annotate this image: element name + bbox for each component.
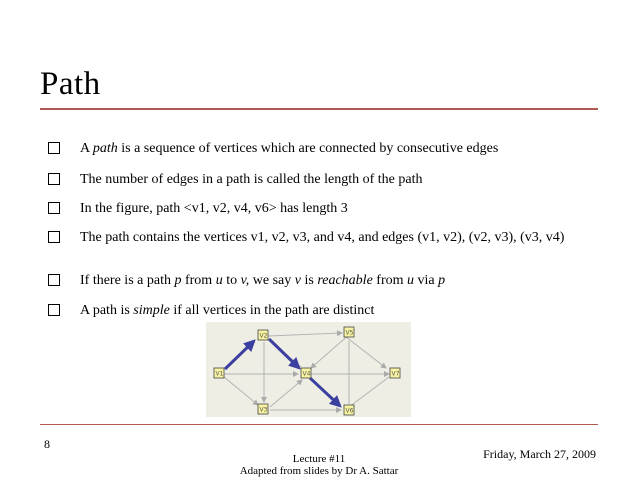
bullet-text bbox=[80, 140, 600, 157]
bullet-text bbox=[80, 200, 600, 217]
footer-credit: Adapted from slides by Dr A. Sattar bbox=[239, 465, 399, 477]
title-divider bbox=[40, 108, 598, 110]
italic-term: u bbox=[215, 273, 223, 288]
text-run: to bbox=[222, 273, 241, 288]
vertex-v7 bbox=[390, 368, 400, 378]
text-run: is bbox=[300, 273, 318, 288]
text-run: A bbox=[80, 141, 93, 156]
footer-lecture: Lecture #11 bbox=[292, 453, 346, 465]
slide-title: Path bbox=[40, 66, 101, 102]
square-bullet-icon bbox=[48, 304, 60, 316]
text-run: via bbox=[414, 273, 439, 288]
italic-term: simple bbox=[133, 303, 170, 318]
text-run: we say bbox=[249, 273, 295, 288]
square-bullet-icon bbox=[48, 173, 60, 185]
footer-divider bbox=[40, 424, 598, 425]
text-run: The path contains the vertices v1, v2, v3, and v4, and edges (v1, v2), (v2, v3), (v3, v4) bbox=[80, 230, 565, 245]
italic-term: reachable bbox=[317, 273, 373, 288]
text-run: from bbox=[372, 273, 408, 288]
slide-number: 8 bbox=[44, 437, 50, 451]
text-run: A path is bbox=[80, 303, 134, 318]
text-run: If there is a path bbox=[80, 273, 175, 288]
square-bullet-icon bbox=[48, 274, 60, 286]
vertex-label: V2 bbox=[259, 332, 268, 340]
vertex-label: V4 bbox=[302, 370, 311, 378]
italic-term: p bbox=[438, 273, 446, 288]
italic-term: p bbox=[174, 273, 182, 288]
text-run: if all vertices in the path are distinct bbox=[169, 303, 375, 318]
vertex-v4 bbox=[301, 368, 311, 378]
vertex-v1 bbox=[214, 368, 224, 378]
bullet-text bbox=[80, 272, 600, 289]
vertex-v3 bbox=[258, 404, 268, 414]
italic-term: v bbox=[294, 273, 301, 288]
bullet-text bbox=[80, 171, 600, 188]
vertex-v6 bbox=[344, 405, 354, 415]
vertex-label: V7 bbox=[391, 370, 400, 378]
vertex-label: V3 bbox=[259, 406, 268, 414]
slide-date: Friday, March 27, 2009 bbox=[483, 447, 596, 461]
italic-term: path bbox=[92, 141, 118, 156]
text-run: is a sequence of vertices which are connected by consecutive edges bbox=[117, 141, 499, 156]
vertex-v5 bbox=[344, 327, 354, 337]
square-bullet-icon bbox=[48, 202, 60, 214]
text-run: from bbox=[181, 273, 216, 288]
square-bullet-icon bbox=[48, 142, 60, 154]
vertex-label: V6 bbox=[345, 407, 354, 415]
vertex-label: V1 bbox=[215, 370, 224, 378]
text-run: In the figure, path <v1, v2, v4, v6> has length 3 bbox=[80, 201, 348, 216]
bullet-text bbox=[80, 302, 600, 319]
italic-term: v, bbox=[240, 273, 250, 288]
vertex-v2 bbox=[258, 330, 268, 340]
square-bullet-icon bbox=[48, 231, 60, 243]
italic-term: u bbox=[407, 273, 415, 288]
vertex-label: V5 bbox=[345, 329, 354, 337]
graph-figure bbox=[206, 322, 411, 417]
text-run: The number of edges in a path is called the length of the path bbox=[80, 172, 423, 187]
bullet-text bbox=[80, 229, 600, 246]
